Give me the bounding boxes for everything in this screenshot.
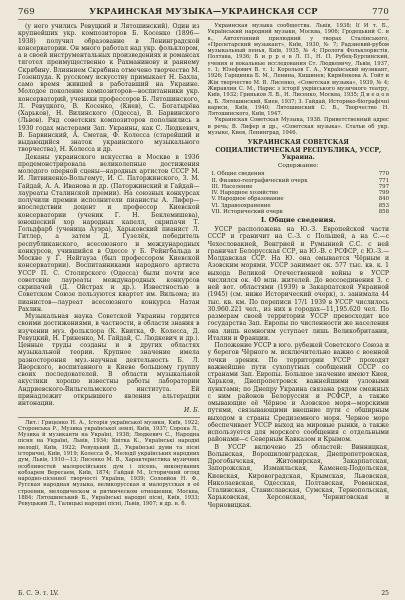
part-heading: I. Общие сведения. <box>260 215 336 224</box>
toc-item-page: 853 <box>378 202 389 209</box>
toc-item-title: VII. Исторический очерк <box>211 208 283 215</box>
volume-label: Б. С. Э. т. LV. <box>18 590 59 597</box>
toc-item-title: IV. Народное хозяйство <box>211 190 279 197</box>
intro-references: Украинская музыка сообщества. Львів, 1938; Її И т. Б., Український народний музыки, Москва, 1906; Гродецький С. и в., Автохтонний прилюдний у творах Сталінського, «Пролетарский музыкант», Київ, 1930, № 7; Радзиевий-рубом музыкальный пенья, Київ, 1935, № 4; Прологи Фольклористів, Полтава, 1936; Б и р р е в Л. П., Н. П. Рубец-Бурлинский, учения и вокальные исследования Ст. Людкевичу, Львів, 1937, т. 1; Юзефович В. т. 1; Корольов Г. А., Український музикант, 1926; Гарщинка Б. М., Ленина, Кишинев; Кириёнкова А. Гойт и Жін творчество М. В. Лисенко, «Советская музыка», 1939, № 4; Жиравлин С. М., Нарис з історії укрінського музичного театру, Київ, 1932; Гриньков Л. В., Н. Лисенко, Москва, 1935; Д и е ц о в а, Б. Лятошинский, Киев, 1937; З. Гайдай, Историко-біографічні нариси, Київ, 1940; Лятошинский С. В., Творчество Н. Лятошинского, Київ, 1947. <box>207 23 389 118</box>
toc-item-title: V. Народное образование <box>211 196 284 203</box>
references: Лит.: Гриценко Н. А., Історія української музики, Київ, 1922; Сторонська Р., Музика української землі, Київ, 1937; Сорока Л., Музика й музиканти на Україні, 1938; Людкевич С., Народна пісня на Україні, Львів, 1934; Квітка К., Українські народні мелодії, Київ, 1922; Ревуцький Д., Українські думи та пісні історичні, Київ, 1919; Колесса Ф., Мелодії українських народних дум, Львів, 1910—13; Лисенко М. В., Характеристика музичних особливостей малоросійських дум і пісень, виконуваних кобзарем Вересаем, Київ, 1874; Гайдай М., Історичний огляд народно-пісенної творчості України, 1939; Соловйов Н. Ф., Русская народная музыка, великорусская и малорусская в её строении, мелодическом и ритмическом отношении, Москва, 1884; Лятошинський Б., Українські народні пісні, Київ, 1933; Ревуцький Л., Галицькі народні пісні, Львів, 1907; и др. н. б. <box>18 417 200 508</box>
toc-item-title: VI. Здравоохранение <box>211 202 271 209</box>
body-paragraph: УССР расположена на Ю.-З. Европейской части СССР и граничит на С.-З. с Польшей, а на С.—с Чехословакией, Венгрией и Румынией С.С. с ней граничат Белорусская ССР, на Ю.-В. с РСФСР, с Ю.-З.—Молдавская ССР. На Ю. она омывается Чёрным и Азовским морями. УССР занимает ок. 577 тыс. кв. к. 1 выхода Великой Отечественной войны в УССР числился ок. 40 млн. жителей. До воссоединения З. с ней вот. областями (1939) в Закарпатской Украиной (1945) (см. ниже Исторический очерк), з. занимала 44 тыс. кв. км. По переписи 17/1 1939 в УССР числилось 30.960.221 чел., из них в городах—11,195.620 чел. По размерам своей территории УССР превосходит все государства Зап. Европы по численности же населения она лишь немногим уступает лишь Великобритании, Италии и Франции. <box>207 226 389 342</box>
left-paragraph: Музыкальная наука Советской Украины гордится своими достижениями, в частности, в области знания в изучении муз. фольклора (К. Квитка, Ф. Колесса, Д. Ревуцкий, Н. Гриненко, М. Гайдай, С. Людкевич и др.). Ценные труды созданы и в других областях музыкальной теории. Крупное значение имела разностороння муз.-научная деятельность Б. Л. Яворского, воспитанного в Киеве большому группу своих последователей. В области музыкальной акустики хорошо известны работы лаборатории Андриевского-Вильгельмского института. Ей принадлежит открывшего явления альтерации интонации. <box>18 313 200 407</box>
toc-item-page: 840 <box>378 196 389 203</box>
author-signature: И. Б. <box>184 407 200 415</box>
text-columns <box>18 23 389 588</box>
running-title: УКРАИНСКАЯ МУЗЫКА—УКРАИНСКАЯ ССР <box>89 6 318 16</box>
intro-references: Украинская Советская Музыка, 1938. Приветственный адрес и речь; В. Лифер и др., «Советская музыка». Статьи об укр. музыке, Киев, Ленинград, 1946. <box>207 117 389 137</box>
signature-number: 25 <box>381 590 389 597</box>
page-header <box>18 6 389 20</box>
table-of-contents <box>212 171 390 214</box>
left-column <box>18 23 200 588</box>
article-title: УКРАИНСКАЯ СОВЕТСКАЯ СОЦИАЛИСТИЧЕСКАЯ РЕСПУБЛИКА, УССР, Украина. <box>215 139 382 161</box>
left-paragraph: Деканы украинского искусства в Москве в 1936 продемонстрировала великолепные достижения молодого оперной сцены—народных артистов СССР М. И. Литвиненко-Вольгемут, И. С. Паторжинского, З. М. Гайдай, А. А. Иванова и др. (Паторжинский и Гайдай—лауреаты Сталинской премии). На союзных конкурсах получили премии исполнители пианисты А. Лифер—впоследствии доцент и профессор Киевской консерватории (ученик Г. Н. Беклемишева), юношеский хор народных капелл, скрипачи Т. Гольдфарб (ученица Ауэра), Харьковский пианист Л. Гитлер, а затем Д. Гузелёк, победитель республиканского, всесоюзного и международных конкурсов, учившийся в Одессе у Б. Рейнгбальда и Москве у Г. Нейгауза (был профессором Киевской консерватории). Воспитанниками народного артиста УССР П. С. Столярского (Одесса) были почти все советские лауреаты международных конкурсов скрипачей (Д. Ойстрах и др.). Известностью в Советском Союзе пользуются квартет им. Вильома; из пианистов—лауреат всесоюзного конкурса Натан Рахлин. <box>18 153 200 313</box>
right-column <box>208 23 390 588</box>
toc-item-title: I. Общие сведения <box>211 171 265 178</box>
toc-item-title: III. Население <box>211 183 253 190</box>
left-paragraph: (у него учились Ревуцкий и Лятошинский). Один из крупнейших укр. композиторов Б. Косенко (1896—1938) получил образование в Ленинградской консерватории. Он много работал над укр. фольклором, а в своей инструментальных произведениях и романсах тяготел преимущественно к Рахманинову и раннему Скрябину. Влиянием Скрябина отмечено творчество М. Гозенпуда. К русскому искусству примыкает Н. Бахла, само время жившей в работавший на Украине. Молодое поколение композиторов—воспитанники укр. консерваторий, ученики профессоров Б. Лятошинского, Л. Ревуцкого, В. Косенко, (Киев), С. Богатырёва (Харьков), Н. Вилинского (Одесса), В. Барвинского (Львов). Ряд советских композиторов пополнились в 1930 годах мастерами Зап. Украины, как С. Людкевич, В. Барвинский, А. Сметан, Ф. Колесса (старейший и выдающийся знаток украинского музыкального творчества), Н. Колесса и др. <box>18 23 200 154</box>
toc-item-page: 858 <box>378 208 389 215</box>
body-paragraph: В УССР включено 25 областей: Винницкая, Волынская, Ворошиловградская, Днепропетровская, Дрогобычская, Житомирская, Закарпатская, Запорожская, Измаильская, Каменец-Подольская, Киевская, Кировоградская, Крымская, Львовская, Николаевская, Одесская, Полтавская, Ровенская, Сталинская, Станиславская, Сумская, Тернопольская, Харьковская, Херсонская, Черниговская и Черновицкая. <box>207 443 389 509</box>
toc-item[interactable] <box>212 209 390 215</box>
page-number-right: 770 <box>372 7 389 17</box>
page-footer <box>18 590 389 597</box>
toc-item-page: 771 <box>378 177 389 184</box>
toc-item-page: 799 <box>378 190 389 197</box>
toc-title: Содержание: <box>277 163 319 170</box>
toc-item-page: 770 <box>378 171 389 178</box>
body-paragraph: Положение УССР в юго. рубежей Советского Союза и у берегов Чёрного м. исключительно важно с военной точки зрения. По территории УССР проходят важнейшие пути сухопутных сообщений СССР со странами Зап. Европы. Большое значение имеют Киев, Харьков, Днепропетровск важнейшими узловыми пунктами; по Днепру Украина связана рядом смежных с ним районов Белоруссии и РСФСР, а также омывающие её Чёрное и Азовское моря—морскими путями, связывающими внешние пути с обширным выходом в страны Средиземного моря. Черное море обеспечивает УССР выход на мировые рынки, а также используется для морского сообщения с отдельными районами—с Северным Кавказом и Крымом. <box>207 342 389 444</box>
page-number-left: 769 <box>18 7 35 17</box>
toc-item-title: II. Физико-географический очерк <box>211 177 308 184</box>
toc-item-page: 797 <box>378 183 389 190</box>
